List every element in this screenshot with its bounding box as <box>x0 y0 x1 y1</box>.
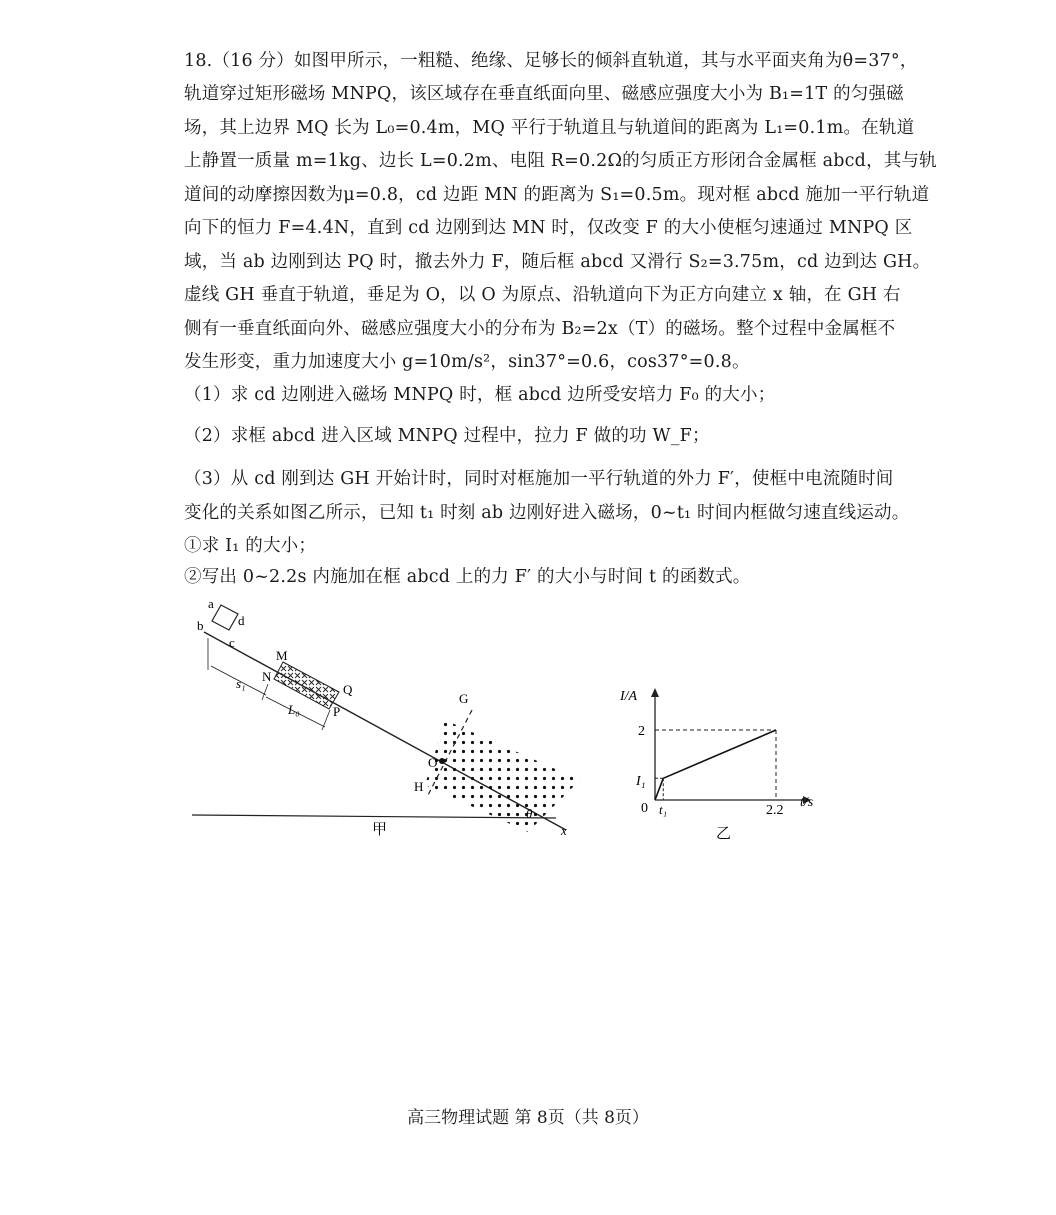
question-3-line-2: 变化的关系如图乙所示，已知 t₁ 时刻 ab 边刚好进入磁场，0~t₁ 时间内框做匀速直线运动。 <box>184 503 910 523</box>
problem-line-1: 18.（16 分）如图甲所示，一粗糙、绝缘、足够长的倾斜直轨道，其与水平面夹角为θ=37°， <box>184 51 918 71</box>
question-3a: ①求 I₁ 的大小； <box>184 536 317 556</box>
problem-line-3: 场，其上边界 MQ 长为 L₀=0.4m，MQ 平行于轨道且与轨道间的距离为 L₁=0.1m。在轨道 <box>184 118 915 138</box>
y-tick-i1: I₁ <box>636 774 646 789</box>
label-h: H <box>414 779 424 794</box>
chart-marks <box>655 730 776 800</box>
label-a: a <box>208 596 214 611</box>
label-l0: L₀ <box>288 702 300 717</box>
problem-line-8: 虚线 GH 垂直于轨道，垂足为 O，以 O 为原点、沿轨道向下为正方向建立 x 轴，在 GH 右 <box>184 285 901 305</box>
problem-line-10: 发生形变，重力加速度大小 g=10m/s²，sin37°=0.6，cos37°=0.8。 <box>184 352 750 372</box>
origin-label: 0 <box>641 801 648 816</box>
y-axis-label: I/A <box>620 689 638 704</box>
problem-line-2: 轨道穿过矩形磁场 MNPQ，该区域存在垂直纸面向里、磁感应强度大小为 B₁=1T 的匀强磁 <box>184 84 904 104</box>
caption-yi: 乙 <box>716 826 732 842</box>
label-theta: θ <box>526 806 533 821</box>
x-axis-label: t/s <box>800 795 814 810</box>
label-n: N <box>262 669 272 684</box>
label-q: Q <box>343 682 353 697</box>
problem-line-4: 上静置一质量 m=1kg、边长 L=0.2m、电阻 R=0.2Ω的匀质正方形闭合金属框 abcd，其与轨 <box>184 151 937 171</box>
question-2: （2）求框 abcd 进入区域 MNPQ 过程中，拉力 F 做的功 W_F； <box>184 426 710 446</box>
label-o: O <box>428 755 438 770</box>
problem-line-5: 道间的动摩擦因数为μ=0.8，cd 边距 MN 的距离为 S₁=0.5m。现对框 abcd 施加一平行轨道 <box>184 185 930 205</box>
label-p: P <box>333 704 341 719</box>
question-1: （1）求 cd 边刚进入磁场 MNPQ 时，框 abcd 边所受安培力 F₀ 的大小； <box>184 385 776 405</box>
page-footer: 高三物理试题 第 8页（共 8页） <box>407 1108 649 1128</box>
question-3-line-1: （3）从 cd 刚到达 GH 开始计时，同时对框施加一平行轨道的外力 F′，使框中电流随时间 <box>184 469 894 489</box>
label-d: d <box>238 613 245 628</box>
problem-line-9: 侧有一垂直纸面向外、磁感应强度大小的分布为 B₂=2x（T）的磁场。整个过程中金属框不 <box>184 319 896 339</box>
label-s1: s₁ <box>236 676 246 691</box>
x-tick-2-2: 2.2 <box>766 803 784 818</box>
series-segment-2 <box>663 730 776 778</box>
label-c: c <box>229 635 235 650</box>
x-tick-t1: t₁ <box>659 802 668 817</box>
problem-line-6: 向下的恒力 F=4.4N，直到 cd 边刚到达 MN 时，仅改变 F 的大小使框匀速通过 MNPQ 区 <box>184 218 913 238</box>
problem-line-7: 域，当 ab 边刚到达 PQ 时，撤去外力 F，随后框 abcd 又滑行 S₂=3.75m，cd 边到达 GH。 <box>184 252 931 272</box>
caption-jia: 甲 <box>372 822 388 838</box>
question-3b: ②写出 0~2.2s 内施加在框 abcd 上的力 F′ 的大小与时间 t 的函数式。 <box>184 567 751 587</box>
y-axis-arrow <box>651 688 659 697</box>
y-tick-2: 2 <box>638 724 645 739</box>
label-x: x <box>561 823 567 838</box>
label-b: b <box>197 618 204 633</box>
label-m: M <box>276 648 288 663</box>
label-g: G <box>459 691 469 706</box>
series-segment-1 <box>655 778 663 800</box>
